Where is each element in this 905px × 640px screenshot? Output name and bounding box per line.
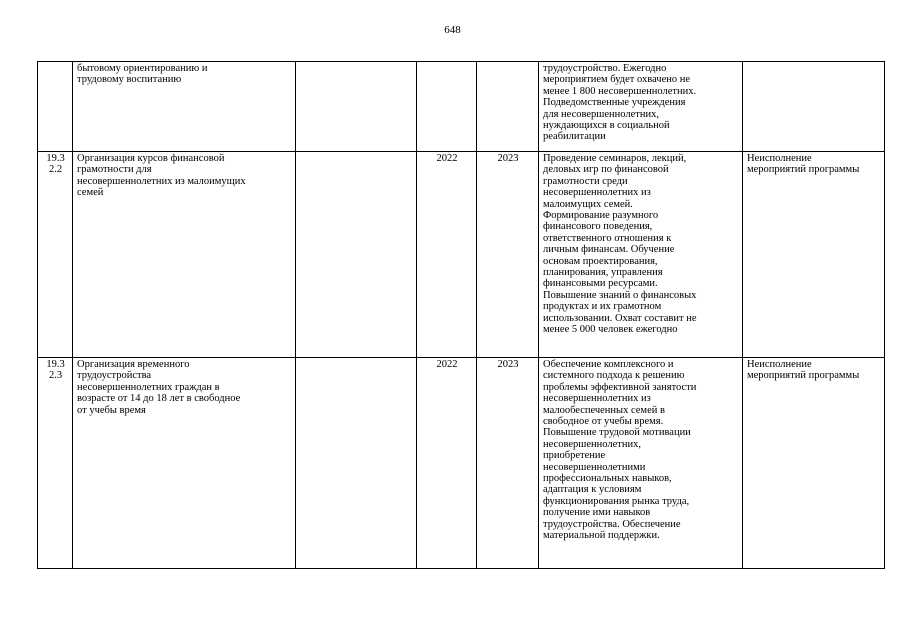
table-row <box>38 358 885 569</box>
expected-result-cell-line: несовершеннолетними <box>543 461 646 473</box>
expected-result-cell <box>539 152 743 358</box>
end-year-cell: 2023 <box>477 358 539 569</box>
activity-name-cell-line: несовершеннолетних граждан в <box>77 381 220 393</box>
activity-name-cell <box>73 358 296 569</box>
table-row <box>38 152 885 358</box>
item-number-cell-line: 19.3 <box>46 153 65 164</box>
activity-name-cell-line: Организация временного <box>77 359 190 370</box>
expected-result-cell-line: профессиональных навыков, <box>543 473 672 485</box>
expected-result-cell-line: несовершеннолетних, <box>543 438 641 450</box>
expected-result-cell-line: несовершеннолетних из <box>543 187 651 199</box>
expected-result-cell-line: менее 5 000 человек ежегодно <box>543 324 678 336</box>
page-number: 648 <box>444 24 461 36</box>
start-year-cell <box>417 62 477 152</box>
expected-result-cell-line: трудоустройства. Обеспечение <box>543 518 681 530</box>
expected-result-cell <box>539 62 743 152</box>
expected-result-cell-line: Повышение трудовой мотивации <box>543 427 691 439</box>
risk-cell-line: мероприятий программы <box>747 370 860 382</box>
activity-name-cell-line: трудоустройства <box>77 370 152 382</box>
item-number-cell <box>38 62 73 152</box>
start-year-cell: 2022 <box>417 152 477 358</box>
expected-result-cell-line: деловых игр по финансовой <box>543 164 669 176</box>
expected-result-cell-line: материальной поддержки. <box>543 530 660 542</box>
expected-result-cell-line: финансового поведения, <box>543 221 653 233</box>
risk-cell-line <box>747 63 881 74</box>
risk-cell-line: мероприятий программы <box>747 164 860 176</box>
activity-name-cell-line: семей <box>77 187 104 199</box>
table-row <box>38 62 885 152</box>
expected-result-cell-line: получение ими навыков <box>543 507 651 519</box>
expected-result-cell-line: Повышение знаний о финансовых <box>543 289 697 301</box>
item-number-cell-line: 19.3 <box>46 359 65 370</box>
expected-result-cell-line: несовершеннолетних из <box>543 393 651 405</box>
expected-result-cell-line: реабилитации <box>543 131 606 143</box>
item-number-cell-line <box>42 63 69 74</box>
expected-result-cell-line: грамотности среди <box>543 175 628 187</box>
expected-result-cell-line: адаптация к условиям <box>543 484 642 496</box>
activity-name-cell-line: трудовому воспитанию <box>77 74 182 86</box>
activity-name-cell-line: несовершеннолетних из малоимущих <box>77 175 246 187</box>
item-number-cell-line: 2.3 <box>48 370 63 382</box>
item-number-cell-line <box>42 74 69 85</box>
item-number-cell-line: 2.2 <box>48 164 63 176</box>
expected-result-cell-line: малоимущих семей. <box>543 198 633 210</box>
start-year-cell: 2022 <box>417 358 477 569</box>
activity-name-cell-line: возрасте от 14 до 18 лет в свободное <box>77 393 241 405</box>
expected-result-cell-line: малообеспеченных семей в <box>543 404 665 416</box>
expected-result-cell-line: использовании. Охват составит не <box>543 312 697 324</box>
expected-result-cell-line: мероприятием будет охвачено не <box>543 74 691 86</box>
end-year-cell: 2023 <box>477 152 539 358</box>
risk-cell <box>743 358 885 569</box>
activity-name-cell-line: грамотности для <box>77 164 152 176</box>
executor-cell <box>296 152 417 358</box>
expected-result-cell-line: для несовершеннолетних, <box>543 108 659 120</box>
expected-result-cell-line: проблемы эффективной занятости <box>543 381 697 393</box>
activity-name-cell <box>73 62 296 152</box>
expected-result-cell-line: менее 1 800 несовершеннолетних. <box>543 85 697 97</box>
expected-result-cell-line: ответственного отношения к <box>543 232 672 244</box>
expected-result-cell-line: личным финансам. Обучение <box>543 244 675 256</box>
expected-result-cell-line: Формирование разумного <box>543 210 659 222</box>
program-table <box>37 61 885 569</box>
expected-result-cell-line: трудоустройство. Ежегодно <box>543 63 667 74</box>
expected-result-cell-line: продуктах и их грамотном <box>543 301 662 313</box>
end-year-cell <box>477 62 539 152</box>
risk-cell <box>743 152 885 358</box>
expected-result-cell-line: приобретение <box>543 450 606 462</box>
expected-result-cell-line: Проведение семинаров, лекций, <box>543 153 687 164</box>
expected-result-cell <box>539 358 743 569</box>
expected-result-cell-line: Подведомственные учреждения <box>543 97 686 109</box>
risk-cell-line: Неисполнение <box>747 359 812 370</box>
activity-name-cell-line: Организация курсов финансовой <box>77 153 225 164</box>
activity-name-cell <box>73 152 296 358</box>
expected-result-cell-line: Обеспечение комплексного и <box>543 359 674 370</box>
item-number-cell <box>38 152 73 358</box>
activity-name-cell-line: от учебы время <box>77 404 146 416</box>
expected-result-cell-line: функционирования рынка труда, <box>543 495 690 507</box>
expected-result-cell-line: основам проектирования, <box>543 255 658 267</box>
expected-result-cell-line: системного подхода к решению <box>543 370 685 382</box>
executor-cell <box>296 62 417 152</box>
executor-cell <box>296 358 417 569</box>
expected-result-cell-line: свободное от учебы время. <box>543 416 664 428</box>
risk-cell-line: Неисполнение <box>747 153 812 164</box>
item-number-cell <box>38 358 73 569</box>
expected-result-cell-line: финансовыми ресурсами. <box>543 278 658 290</box>
expected-result-cell-line: планирования, управления <box>543 267 663 279</box>
risk-cell <box>743 62 885 152</box>
activity-name-cell-line: бытовому ориентированию и <box>77 63 208 74</box>
risk-cell-line <box>747 74 881 85</box>
expected-result-cell-line: нуждающихся в социальной <box>543 120 670 132</box>
